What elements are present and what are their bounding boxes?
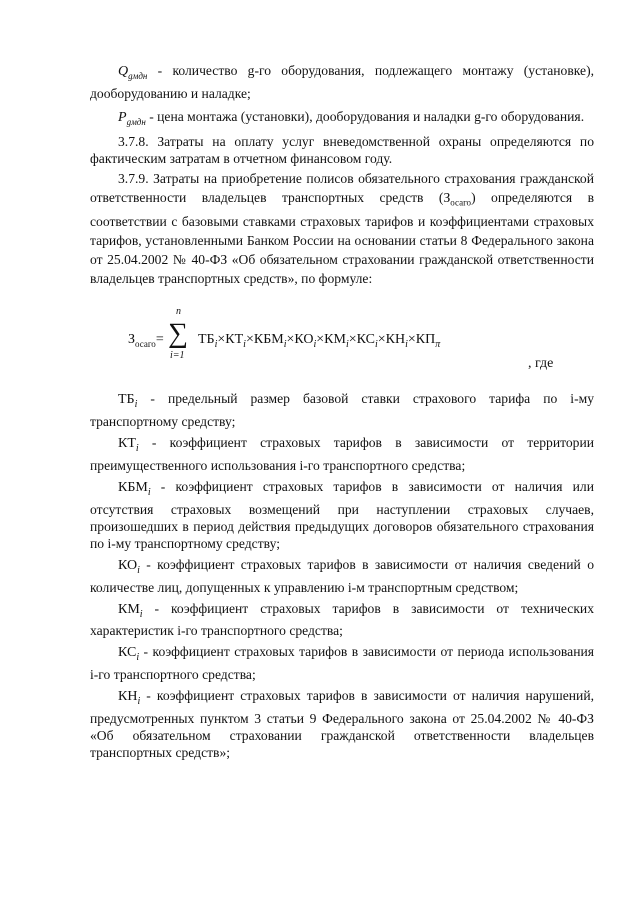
def-q: $Q_{gмдн}$ - количество g-го оборудования, подлежащего монтажу (установке), дооборудованию и наладке; bbox=[90, 63, 594, 101]
def-kn: $КН_i$ - коэффициент страховых тарифов в зависимости от наличия нарушений, предусмотренных пунктом 3 статьи 9 Федерального закона от 25.04.2002 № 40-ФЗ «Об обязательном страховании гражданской ответственности владельцев транспортных средств»; bbox=[90, 688, 594, 760]
def-km: $КМ_i$ - коэффициент страховых тарифов в зависимости от технических характеристик i-го транспортного средства; bbox=[90, 600, 594, 639]
sum-lower-limit: i=1 bbox=[170, 350, 185, 362]
formula-where: , где bbox=[528, 356, 554, 372]
osago-formula bbox=[90, 306, 594, 378]
section-3-7-9: 3.7.9. Затраты на приобретение полисов обязательного страхования гражданской ответственности владельцев транспортных средств $(З_{осаго})$ определяются в соответствии с базовыми ставками страховых тарифов и коэффициентами страховых тарифов, установленными Банком России на основании статьи 8 Федерального закона от 25.04.2002 № 40-ФЗ «Об обязательном страховании гражданской ответственности владельцев транспортных средств», по формуле: bbox=[90, 170, 594, 287]
symbol-p: $P_{gмдн}$ bbox=[118, 109, 146, 127]
def-kbm: $КБМ_i$ - коэффициент страховых тарифов в зависимости от наличия или отсутствия страховых возмещений при наступлении страховых случаев, произошедших в период действия предыдущих договоров обязательного страхования по i-му транспортному средству; bbox=[90, 478, 594, 551]
def-p: $P_{gмдн}$ - цена монтажа (установки), дооборудования и наладки g-го оборудования. bbox=[118, 108, 585, 127]
def-ko: $КО_i$ - коэффициент страховых тарифов в зависимости от наличия сведений о количестве лиц, допущенных к управлению i-м транспортным средством; bbox=[90, 556, 594, 595]
def-tb: $ТБ_i$ - предельный размер базовой ставки страхового тарифа по i-му транспортному средству; bbox=[90, 391, 594, 430]
def-ks: $КС_i$ - коэффициент страховых тарифов в зависимости от периода использования i-го транспортного средства; bbox=[90, 644, 594, 683]
symbol-q: $Q_{gмдн}$ bbox=[118, 64, 148, 81]
sum-sign: ∑ bbox=[168, 318, 188, 350]
sum-upper-limit: n bbox=[176, 306, 181, 318]
def-kt: $КТ_i$ - коэффициент страховых тарифов в зависимости от территории преимущественного использования i-го транспортного средства; bbox=[90, 435, 594, 473]
document-page bbox=[90, 60, 594, 761]
formula-expression: $ТБ_i\times КТ_i\times КБМ_i\times КО_i\times КМ_i\times КС_i\times КН_i\times КП_\pi$ bbox=[198, 332, 441, 351]
formula-lhs: $З_{осаго}=$ bbox=[128, 332, 164, 350]
section-3-7-8: 3.7.8. Затраты на оплату услуг вневедомственной охраны определяются по фактическим затратам в отчетном финансовом году. bbox=[90, 133, 594, 166]
